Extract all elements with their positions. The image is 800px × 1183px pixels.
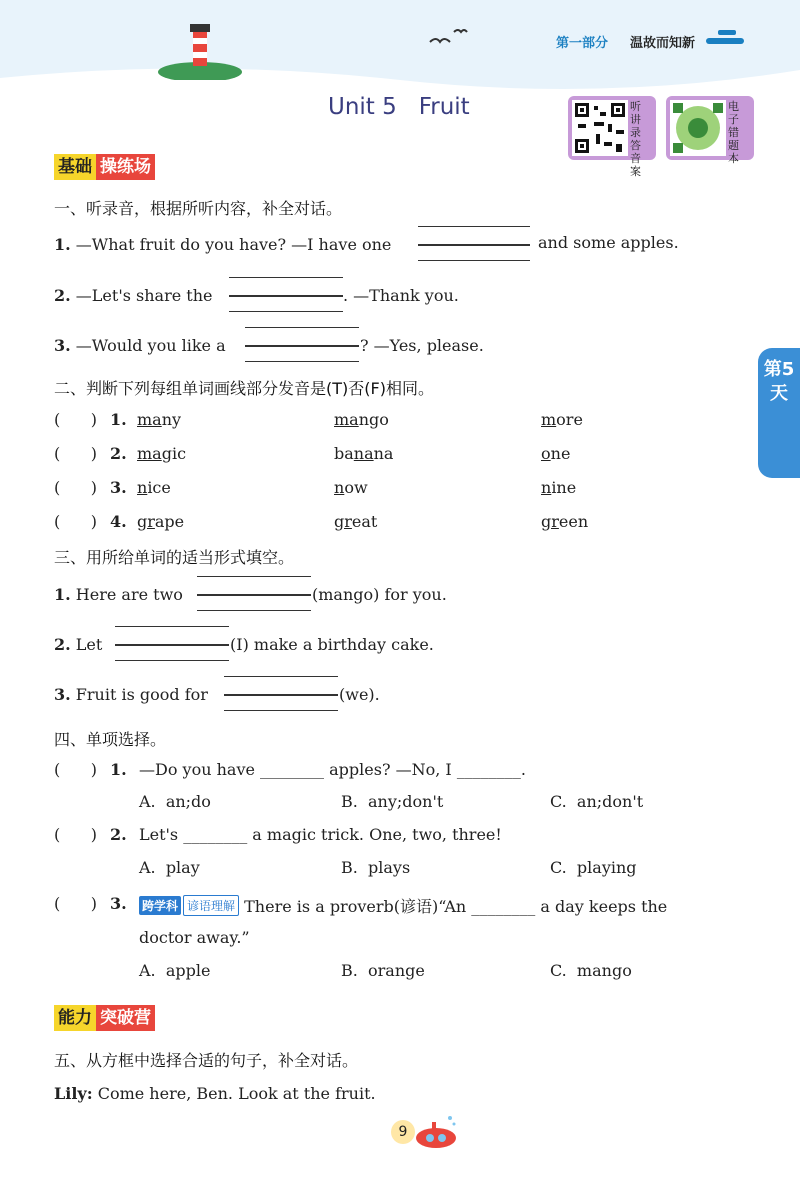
- submarine-icon: [412, 1112, 460, 1152]
- writing-line[interactable]: [224, 694, 338, 696]
- writing-line[interactable]: [197, 594, 311, 596]
- qr-label-right: 电子错题本: [728, 100, 739, 165]
- writing-line[interactable]: [115, 644, 229, 646]
- question-number: 3.: [54, 685, 71, 704]
- section-heading-4: 四、单项选择。: [54, 730, 167, 749]
- option-a[interactable]: A. play: [139, 858, 200, 877]
- question-number: 3.: [110, 894, 127, 913]
- section-heading-2: 二、判断下列每组单词画线部分发音是(T)否(F)相同。: [54, 379, 434, 398]
- section-heading-5: 五、从方框中选择合适的句子，补全对话。: [54, 1051, 359, 1070]
- day-side-tab: 第5天: [758, 348, 800, 478]
- writing-line[interactable]: [245, 361, 359, 362]
- question-text: —Let's share the: [75, 286, 213, 305]
- writing-line[interactable]: [229, 277, 343, 278]
- question-text-tail: and some apples.: [538, 233, 679, 252]
- bird-icon: [428, 26, 468, 50]
- word-3: green: [541, 512, 589, 531]
- question-text: —Do you have ________ apples? —No, I ________.: [139, 760, 526, 779]
- page-header: [0, 0, 800, 92]
- word-2: banana: [334, 444, 394, 463]
- question-text-tail: ? —Yes, please.: [360, 336, 484, 355]
- question-text-tail: . —Thank you.: [343, 286, 459, 305]
- question-text: There is a proverb(谚语)“An ________ a day keeps the: [244, 897, 668, 916]
- answer-paren[interactable]: ( ): [54, 825, 97, 844]
- question-number: 3.: [54, 336, 71, 355]
- question-number: 1.: [54, 235, 71, 254]
- question-3-1: [54, 585, 183, 604]
- question-text-tail: (we).: [339, 685, 380, 704]
- word-2: mango: [334, 410, 389, 429]
- banner-part-b: 突破营: [96, 1005, 155, 1031]
- banner-part-a: 基础: [54, 154, 96, 180]
- writing-line[interactable]: [224, 676, 338, 677]
- row-number: 2.: [110, 444, 127, 463]
- question-text: Let: [75, 635, 103, 654]
- header-part-label: 第一部分: [556, 36, 609, 51]
- speaker: Lily:: [54, 1084, 93, 1103]
- word-2: great: [334, 512, 378, 531]
- writing-line[interactable]: [418, 244, 530, 246]
- interdisciplinary-tag: 跨学科: [139, 896, 181, 915]
- answer-paren[interactable]: ( ): [54, 478, 97, 497]
- question-1-1: [54, 235, 391, 254]
- row-number: 3.: [110, 478, 127, 497]
- word-2: now: [334, 478, 368, 497]
- word-3: one: [541, 444, 571, 463]
- banner-part-a: 能力: [54, 1005, 96, 1031]
- writing-line[interactable]: [229, 295, 343, 297]
- writing-line[interactable]: [115, 626, 229, 627]
- writing-line[interactable]: [229, 311, 343, 312]
- proverb-tag: 谚语理解: [183, 895, 239, 916]
- page-number: 9: [391, 1120, 415, 1144]
- option-c[interactable]: C. playing: [550, 858, 637, 877]
- question-text-line-1: [139, 894, 667, 917]
- writing-line[interactable]: [418, 260, 530, 261]
- header-decoration-icon: [706, 28, 746, 52]
- page-title: Unit 5 Fruit: [328, 94, 470, 120]
- option-a[interactable]: A. an;do: [139, 792, 211, 811]
- banner-part-b: 操练场: [96, 154, 155, 180]
- question-number: 2.: [54, 635, 71, 654]
- question-number: 1.: [110, 760, 127, 779]
- section-heading-3: 三、用所给单词的适当形式填空。: [54, 548, 295, 567]
- question-text-tail: (mango) for you.: [312, 585, 447, 604]
- question-3-3: [54, 685, 208, 704]
- word-1: grape: [137, 512, 185, 531]
- answer-paren[interactable]: ( ): [54, 410, 97, 429]
- question-1-3: [54, 336, 226, 355]
- writing-line[interactable]: [115, 660, 229, 661]
- qr-code-icon: [670, 100, 726, 156]
- row-number: 1.: [110, 410, 127, 429]
- writing-line[interactable]: [197, 576, 311, 577]
- writing-line[interactable]: [197, 610, 311, 611]
- question-text: —What fruit do you have? —I have one: [75, 235, 392, 254]
- header-wave: [0, 58, 800, 92]
- question-text: Fruit is good for: [75, 685, 208, 704]
- dialog-line: [54, 1084, 376, 1103]
- question-number: 2.: [110, 825, 127, 844]
- question-text: —Would you like a: [75, 336, 226, 355]
- option-c[interactable]: C. mango: [550, 961, 632, 980]
- option-b[interactable]: B. plays: [341, 858, 411, 877]
- word-3: nine: [541, 478, 577, 497]
- answer-paren[interactable]: ( ): [54, 894, 97, 913]
- qr-code-icon: [572, 100, 628, 156]
- question-1-2: [54, 286, 212, 305]
- question-number: 2.: [54, 286, 71, 305]
- option-b[interactable]: B. orange: [341, 961, 425, 980]
- word-1: magic: [137, 444, 187, 463]
- option-b[interactable]: B. any;don't: [341, 792, 444, 811]
- dialog-text: Come here, Ben. Look at the fruit.: [97, 1084, 376, 1103]
- header-motto: 温故而知新: [630, 36, 696, 51]
- row-number: 4.: [110, 512, 127, 531]
- qr-label-left: 听讲录答音案: [630, 100, 641, 178]
- section-banner-basic: [54, 154, 155, 180]
- option-c[interactable]: C. an;don't: [550, 792, 644, 811]
- word-1: many: [137, 410, 182, 429]
- question-text: Let's ________ a magic trick. One, two, three!: [139, 825, 502, 844]
- word-1: nice: [137, 478, 171, 497]
- question-text-tail: (I) make a birthday cake.: [230, 635, 434, 654]
- error-book-qr-block[interactable]: [666, 96, 754, 165]
- lighthouse-icon: [155, 20, 245, 80]
- section-banner-advanced: [54, 1005, 155, 1031]
- question-text-line-2: doctor away.”: [139, 928, 250, 947]
- question-text: Here are two: [75, 585, 183, 604]
- answer-paren[interactable]: ( ): [54, 760, 97, 779]
- question-number: 1.: [54, 585, 71, 604]
- answer-paren[interactable]: ( ): [54, 444, 97, 463]
- option-a[interactable]: A. apple: [139, 961, 211, 980]
- writing-line[interactable]: [418, 226, 530, 227]
- answer-paren[interactable]: ( ): [54, 512, 97, 531]
- writing-line[interactable]: [245, 345, 359, 347]
- question-3-2: [54, 635, 102, 654]
- writing-line[interactable]: [224, 710, 338, 711]
- section-heading-1: 一、听录音，根据所听内容，补全对话。: [54, 199, 343, 218]
- word-3: more: [541, 410, 583, 429]
- audio-qr-block[interactable]: [568, 96, 656, 178]
- writing-line[interactable]: [245, 327, 359, 328]
